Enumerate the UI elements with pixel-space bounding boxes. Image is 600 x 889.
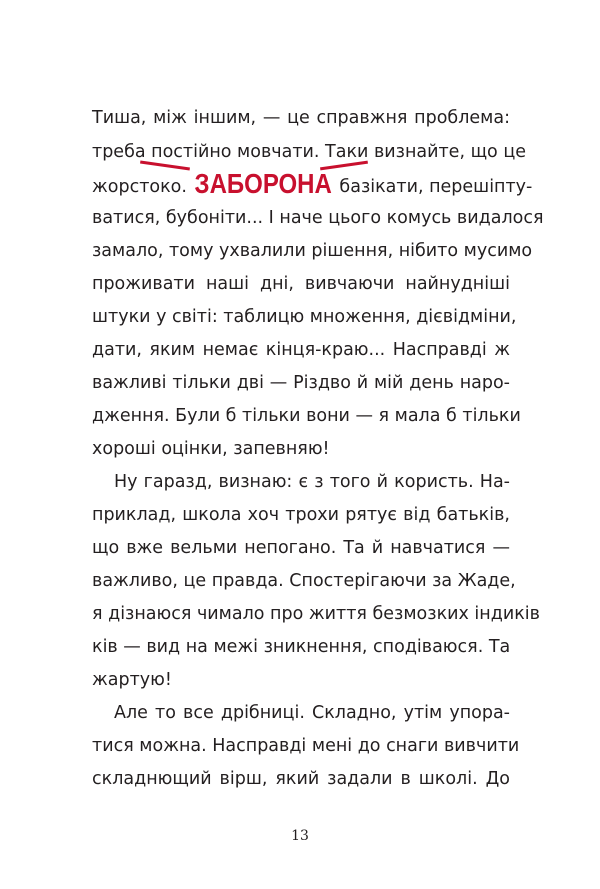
text-line: замало, тому ухвалили рішення, нібито мусимо (92, 241, 533, 261)
stamp-decoration (140, 158, 370, 198)
text-line: я дізнаюся чимало про життя безмозких індиків (92, 604, 540, 624)
text-line: Ну гаразд, визнаю: є з того й користь. На- (114, 472, 510, 492)
text-line: штуки у світі: таблицю множення, дієвідміни, (92, 307, 517, 327)
text-line: приклад, школа хоч трохи рятує від батьків, (92, 505, 510, 525)
text-line: що вже вельми непогано. Та й навчатися — (92, 538, 510, 558)
text-fragment: жорстоко. (92, 177, 187, 197)
stamp-zaborona: ЗАБОРОНА (194, 168, 332, 200)
text-line: треба постійно мовчати. Таки визнайте, що це (92, 142, 527, 162)
text-line: дження. Були б тільки вони — я мала б тільки (92, 406, 521, 426)
text-line: проживати наші дні, вивчаючи найнудніші (92, 274, 510, 294)
text-fragment: базікати, перешіпту- (339, 177, 533, 197)
page-number: 13 (291, 828, 309, 844)
text-line: хороші оцінки, запевняю! (92, 439, 330, 459)
text-line: Тиша, між іншим, — це справжня проблема: (92, 108, 510, 128)
text-line: тися можна. Насправді мені до снаги вивчити (92, 736, 520, 756)
text-line: важливо, це правда. Спостерігаючи за Жаде, (92, 571, 516, 591)
text-line: дати, яким немає кінця-краю... Насправді ж (92, 340, 510, 360)
text-line: ків — вид на межі зникнення, сподіваюся. Та (92, 637, 511, 657)
text-line: складнющий вірш, який задали в школі. До (92, 769, 510, 789)
text-line: Але то все дрібниці. Складно, утім упора- (114, 703, 510, 723)
stamp-stroke (140, 161, 190, 171)
text-line: жартую! (92, 670, 172, 690)
text-line: ватися, бубоніти... І наче цього комусь видалося (92, 208, 544, 228)
stamp-stroke (320, 161, 368, 171)
text-line: важливі тільки дві — Різдво й мій день наро- (92, 373, 510, 393)
